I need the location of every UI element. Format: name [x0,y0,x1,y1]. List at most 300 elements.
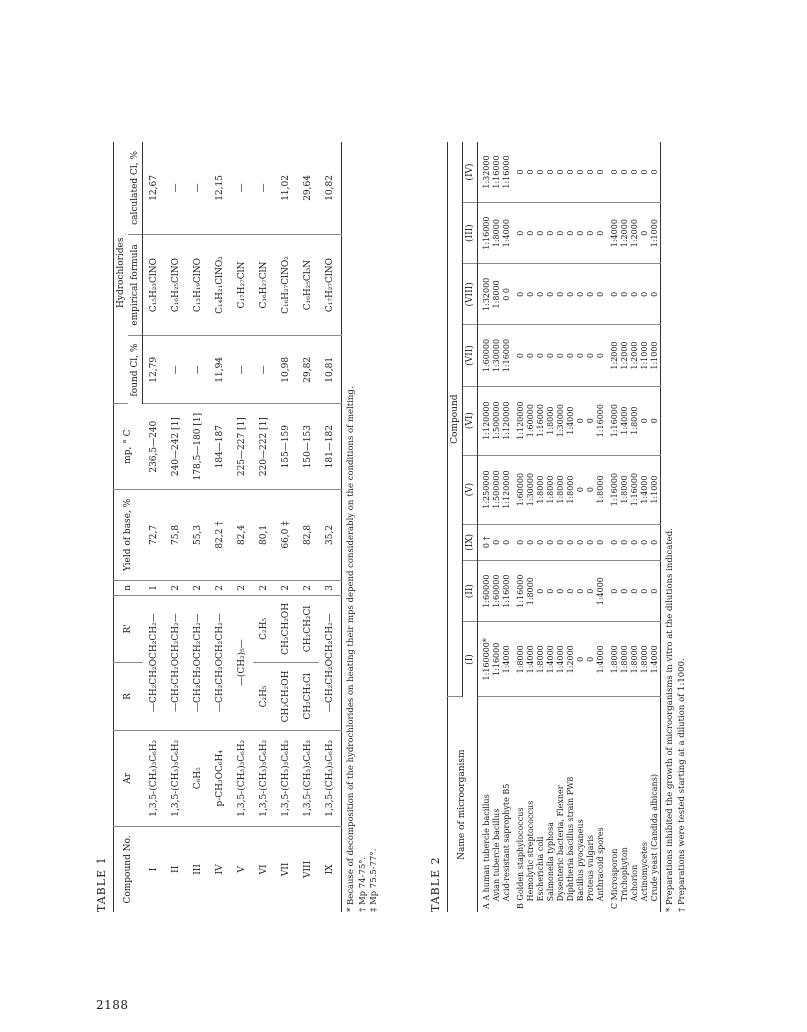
cell-found-cl: — [165,336,187,404]
cell-microorganism [478,697,493,912]
col-ar: Ar [113,730,143,826]
col-empirical-formula: empirical formula [128,234,143,335]
cell-dilution: 0 [576,386,586,455]
table1-note: * Because of decomposition of the hydrochlorides on heating their mps depend considerably on the conditions of melting. [346,386,357,912]
table-row [546,142,556,912]
microorganism-name: Diphtheria bacillus strain PW8 [566,776,576,902]
cell-dilution: 0 [640,386,650,455]
cell-dilution: 0 [606,264,620,325]
table1-body [143,142,342,912]
cell-dilution: 1:4000 [566,386,576,455]
table-row [620,142,630,912]
cell-dilution: 0 [640,264,650,325]
table-row [187,142,209,912]
cell-formula: C₁₆H₂₅Cl₃N [297,234,319,335]
cell-dilution: 1:8000 [620,622,630,697]
cell-dilution: 0 0 [502,264,512,325]
table2-body [478,142,661,912]
cell-dilution: 0 [546,264,556,325]
microorganism-name: Golden staphylococcus [516,807,526,901]
cell-dilution: 1:4000 [556,622,566,697]
cell-mp: 181—182 [319,404,342,489]
cell-calculated-cl: — [165,142,187,234]
cell-dilution: 0 [536,203,546,264]
cell-dilution: 0 [536,524,546,561]
cell-dilution: 1:60000 [512,455,526,524]
cell-yield: 82,8 [297,489,319,580]
table-row [650,142,661,912]
cell-r-merged: —CH₂CH₂OCH₂CH₂— [319,595,342,730]
cell-ar: 1,3,5-(CH₃)₃C₆H₂ [319,730,342,826]
col-compound-id: (V) [462,455,477,524]
cell-dilution: 0 [596,142,606,203]
microorganism-name: A human tubercle bacillus [482,794,492,901]
cell-n: 2 [231,580,253,595]
table-row [209,142,231,912]
cell-dilution: 1:2000 [620,203,630,264]
cell-dilution: 1:4000 [502,203,512,264]
microorganism-name: Acid-resistant saprophyte B5 [502,783,512,902]
cell-dilution: 0 [526,325,536,386]
cell-dilution: 0 [526,203,536,264]
cell-dilution: 0 [650,386,661,455]
table-row [478,142,493,912]
cell-dilution: 0 [556,203,566,264]
cell-dilution: 1:120000 [512,386,526,455]
microorganism-name: Salmonella typhosa [546,822,556,902]
cell-dilution: 0 [536,264,546,325]
microorganism-name: Avian tubercle bacillus [492,808,502,902]
cell-microorganism [512,697,526,912]
microorganism-name: Escherichia coli [536,836,546,902]
cell-dilution: 1:4000 [502,622,512,697]
cell-dilution: 0 [640,561,650,622]
cell-dilution: 0 [576,264,586,325]
cell-dilution: 0 † [478,524,493,561]
cell-dilution: 1:16000 [512,561,526,622]
microorganism-name: Trichophyton [620,847,630,902]
cell-dilution: 0 [620,524,630,561]
cell-mp: 240—242 [1] [165,404,187,489]
cell-dilution: 0 [492,524,502,561]
cell-calculated-cl: — [231,142,253,234]
cell-mp: 184—187 [209,404,231,489]
page-number: 2188 [96,998,129,1012]
table1-note: ‡ Mp 75.5-77°. [369,848,380,912]
cell-microorganism [640,697,650,912]
microorganism-name: Achorion [630,864,640,902]
cell-dilution: 0 [586,561,596,622]
col-yield: Yield of base, % [113,489,143,580]
cell-dilution: 1:120000 [502,386,512,455]
cell-dilution: 0 [606,142,620,203]
cell-microorganism [502,697,512,912]
cell-dilution: 1:1000 [640,325,650,386]
cell-dilution: 0 [502,524,512,561]
cell-dilution: 0 [650,142,661,203]
cell-dilution: 1:1000 [650,325,661,386]
cell-compound-no: V [237,866,248,873]
table2-container [430,142,688,912]
cell-dilution: 1:30000 [556,386,566,455]
cell-dilution: 0 [546,142,556,203]
cell-dilution: 1:8000 [596,455,606,524]
cell-ar: 1,3,5-(CH₃)₃C₆H₂ [165,730,187,826]
cell-dilution: 0 [596,264,606,325]
cell-n: 2 [187,580,209,595]
cell-dilution: 0 [556,524,566,561]
cell-dilution: 0 [576,203,586,264]
col-compound-id: (IX) [462,524,477,561]
cell-dilution: 1:4000 [640,455,650,524]
cell-yield: 72,7 [143,489,166,580]
cell-yield: 82,2 † [209,489,231,580]
cell-dilution: 0 [556,561,566,622]
cell-dilution: 0 [606,561,620,622]
cell-dilution: 0 [650,561,661,622]
cell-dilution: 0 [586,622,596,697]
col-compound-id: (II) [462,561,477,622]
cell-dilution: 0 [566,561,576,622]
table-row [566,142,576,912]
cell-found-cl: 11,94 [209,336,231,404]
cell-calculated-cl: 12,67 [143,142,166,234]
cell-r: CH₂CH₂OH [275,663,297,731]
cell-dilution: 1:1000 [650,455,661,524]
cell-ar: p-CH₃OC₆H₄ [209,730,231,826]
col-hydrochlorides: Hydrochlorides [113,142,128,404]
cell-n: 1 [143,580,166,595]
table-row [576,142,586,912]
col-mp: mp, ° C [113,404,143,489]
table-row [231,142,253,912]
cell-dilution: 1:60000 [526,386,536,455]
cell-r-prime: CH₂CH₂OH [275,595,297,663]
cell-compound-no: IV [215,864,226,875]
cell-dilution: 0 [586,455,596,524]
microorganism-name: Anthracoid spores [596,827,606,902]
cell-dilution: 1:8000 [556,455,566,524]
cell-dilution: 0 [620,142,630,203]
cell-dilution: 1:2000 [606,325,620,386]
table1 [113,142,343,912]
cell-dilution: 1:4000 [526,622,536,697]
cell-formula: C₁₆H₂₇ClNO₂ [275,234,297,335]
table2-notes [665,142,688,912]
table-row [606,142,620,912]
cell-mp: 178,5—180 [1] [187,404,209,489]
cell-dilution: 1:4000 [620,386,630,455]
microorganism-name: Dysenteric bacteria, Flexner [556,785,566,902]
cell-dilution: 0 [536,325,546,386]
cell-dilution: 0 [556,264,566,325]
cell-dilution: 0 [556,142,566,203]
cell-dilution: 1:60000 [478,561,493,622]
cell-dilution: 1:8000 [546,386,556,455]
table-row [143,142,166,912]
cell-mp: 220—222 [1] [253,404,275,489]
col-n: n [113,580,143,595]
table-row [586,142,596,912]
cell-dilution: 0 [586,264,596,325]
cell-dilution: 1:16000 [502,561,512,622]
cell-dilution: 0 [630,264,640,325]
table2 [447,142,662,912]
cell-formula: C₁₆H₂₅ClNO [165,234,187,335]
cell-ar: 1,3,5-(CH₃)₃C₆H₂ [297,730,319,826]
cell-microorganism [596,697,606,912]
cell-dilution: 0 [586,203,596,264]
table1-notes [346,142,380,912]
microorganism-name: Actinomycetes [640,841,650,902]
cell-compound-no: I [148,867,159,872]
cell-yield: 55,3 [187,489,209,580]
cell-dilution: 1:16000 [492,142,502,203]
cell-dilution: 1:8000 [536,622,546,697]
table1-container [96,142,381,912]
cell-dilution: 0 [630,524,640,561]
table-row [297,142,319,912]
table-row [502,142,512,912]
cell-compound-no: VII [281,862,292,877]
cell-dilution: 1:16000 [630,455,640,524]
cell-found-cl: 10,81 [319,336,342,404]
table-row [596,142,606,912]
cell-dilution: 0 [630,561,640,622]
col-calculated-cl: calculated Cl, % [128,142,143,234]
cell-dilution: 0 [640,142,650,203]
cell-compound-no: IX [325,864,336,875]
cell-dilution: 1:160000* [478,622,493,697]
col-compound-id: (I) [462,622,477,697]
cell-formula: C₁₄H₂₁ClNO₂ [209,234,231,335]
cell-dilution: 1:4000 [596,622,606,697]
cell-dilution: 0 [546,203,556,264]
cell-dilution: 0 [640,203,650,264]
cell-dilution: 0 [620,264,630,325]
cell-dilution: 1:16000 [492,622,502,697]
cell-dilution: 0 [526,264,536,325]
table2-caption: TABLE 2 [429,856,442,912]
cell-dilution: 0 [576,325,586,386]
cell-yield: 35,2 [319,489,342,580]
table-row [275,142,297,912]
cell-dilution: 1:30000 [526,455,536,524]
table2-note: * Preparations inhibited the growth of microorganisms in vitro at the dilutions indicated. [665,528,676,912]
table2-note: † Preparations were tested starting at a dilution of 1:1000. [676,658,687,912]
cell-ar: 1,3,5-(CH₃)₃C₆H₂ [231,730,253,826]
microorganism-name: Proteus vulgaris [586,834,596,902]
cell-dilution: 0 [526,524,536,561]
cell-microorganism [620,697,630,912]
table-row [512,142,526,912]
cell-dilution: 0 [586,386,596,455]
cell-yield: 75,8 [165,489,187,580]
col-compound-id: (IV) [462,142,477,203]
table1-caption: TABLE 1 [95,856,108,912]
table-row [556,142,566,912]
cell-dilution: 0 [640,524,650,561]
cell-dilution: 1:60000 [478,325,493,386]
cell-dilution: 1:8000 [620,455,630,524]
cell-dilution: 0 [566,325,576,386]
cell-found-cl: 12,79 [143,336,166,404]
cell-dilution: 0 [586,524,596,561]
cell-dilution: 0 [586,325,596,386]
cell-dilution: 1:8000 [630,386,640,455]
cell-dilution: 1:4000 [606,203,620,264]
table-row [526,142,536,912]
cell-dilution: 0 [650,524,661,561]
cell-n: 2 [209,580,231,595]
cell-dilution: 0 [512,203,526,264]
cell-dilution: 0 [526,142,536,203]
cell-calculated-cl: 10,82 [319,142,342,234]
cell-dilution: 1:2000 [566,622,576,697]
col-microorganism: Name of microorganism [447,697,478,912]
cell-dilution: 1:2000 [620,325,630,386]
cell-r-merged: —CH₂CH₂OCH₂CH₂— [143,595,166,730]
table-row [253,142,275,912]
cell-mp: 236,5—240 [143,404,166,489]
table-row [319,142,342,912]
cell-dilution: 1:8000 [512,622,526,697]
cell-dilution: 0 [512,524,526,561]
group-label: C [610,902,620,909]
cell-dilution: 0 [566,142,576,203]
cell-n: 2 [253,580,275,595]
cell-r-merged: —CH₂CH₂OCH₂CH₂— [165,595,187,730]
cell-dilution: 1:16000 [478,203,493,264]
cell-dilution: 1:8000 [526,561,536,622]
cell-compound-no: III [193,864,204,875]
cell-dilution: 1:16000 [502,142,512,203]
cell-compound-no: II [171,865,182,873]
cell-dilution: 1:2000 [630,325,640,386]
cell-ar: 1,3,5-(CH₃)₃C₆H₂ [253,730,275,826]
cell-dilution: 1:60000 [492,561,502,622]
cell-compound-no: VIII [303,860,314,879]
cell-calculated-cl: — [253,142,275,234]
cell-dilution: 1:8000 [546,455,556,524]
cell-dilution: 1:8000 [640,622,650,697]
cell-dilution: 0 [596,203,606,264]
cell-r-prime: CH₂CH₂Cl [297,595,319,663]
cell-calculated-cl: 12,15 [209,142,231,234]
cell-dilution: 1:32000 [478,264,493,325]
cell-dilution: 0 [512,142,526,203]
cell-compound-no: VI [259,864,270,875]
cell-dilution: 1:500000 [492,455,502,524]
microorganism-name: Microsporon [610,848,620,901]
cell-ar: 1,3,5-(CH₃)₃C₆H₂ [143,730,166,826]
cell-dilution: 1:8000 [536,455,546,524]
cell-ar: C₆H₅ [187,730,209,826]
microorganism-name: Bacillus pyocyaneus [576,819,586,902]
cell-dilution: 1:1000 [650,203,661,264]
cell-dilution: 1:120000 [502,455,512,524]
cell-dilution: 1:4000 [650,622,661,697]
cell-calculated-cl: — [187,142,209,234]
cell-found-cl: 10,98 [275,336,297,404]
cell-dilution: 0 [512,325,526,386]
cell-dilution: 0 [576,561,586,622]
cell-r: C₂H₅ [253,663,275,731]
table-row [165,142,187,912]
cell-found-cl: 29,82 [297,336,319,404]
table1-note: † Mp 74-75°. [357,856,368,912]
cell-microorganism [536,697,546,912]
table-row [630,142,640,912]
cell-formula: C₁₃H₁₉ClNO [187,234,209,335]
cell-microorganism [546,697,556,912]
cell-n: 2 [165,580,187,595]
cell-r: CH₂CH₂Cl [297,663,319,731]
cell-formula: C₁₅H₂₃ClNO [143,234,166,335]
cell-found-cl: — [253,336,275,404]
cell-dilution: 1:30000 [492,325,502,386]
col-compound-id: (VIII) [462,264,477,325]
cell-formula: C₁₇H₂₇ClN [231,234,253,335]
cell-dilution: 1:8000 [492,203,502,264]
cell-dilution: 0 [596,524,606,561]
cell-microorganism [556,697,566,912]
table-row [640,142,650,912]
cell-n: 3 [319,580,342,595]
cell-calculated-cl: 11,02 [275,142,297,234]
cell-dilution: 0 [630,142,640,203]
cell-dilution: 0 [620,561,630,622]
cell-dilution: 0 [546,561,556,622]
cell-dilution: 1:16000 [536,386,546,455]
cell-dilution: 1:4000 [546,622,556,697]
cell-mp: 155—159 [275,404,297,489]
cell-dilution: 0 [512,264,526,325]
microorganism-name: Crude yeast (Candida albicans) [650,774,660,902]
cell-microorganism [606,697,620,912]
group-label: B [516,903,526,909]
cell-dilution: 0 [566,203,576,264]
cell-dilution: 1:2000 [630,203,640,264]
col-compound-no: Compound No. [123,835,134,904]
col-r-prime: R' [113,595,143,663]
cell-dilution: 0 [536,142,546,203]
cell-dilution: 0 [596,325,606,386]
cell-microorganism [650,697,661,912]
cell-n: 2 [275,580,297,595]
col-compound-id: (VII) [462,325,477,386]
cell-dilution: 0 [586,142,596,203]
group-label: A [482,903,492,909]
table-row [492,142,502,912]
col-compound-id: (III) [462,203,477,264]
cell-dilution: 1:4000 [596,561,606,622]
cell-dilution: 0 [576,524,586,561]
col-found-cl: found Cl, % [128,336,143,404]
cell-dilution: 0 [576,142,586,203]
cell-dilution: 1:16000 [596,386,606,455]
cell-microorganism [526,697,536,912]
cell-dilution: 0 [536,561,546,622]
col-compound-id: (VI) [462,386,477,455]
cell-dilution: 1:500000 [492,386,502,455]
cell-microorganism [586,697,596,912]
cell-dilution: 0 [566,264,576,325]
cell-microorganism [566,697,576,912]
cell-ar: 1,3,5-(CH₃)₃C₆H₂ [275,730,297,826]
cell-dilution: 0 [606,524,620,561]
cell-dilution: 0 [576,622,586,697]
